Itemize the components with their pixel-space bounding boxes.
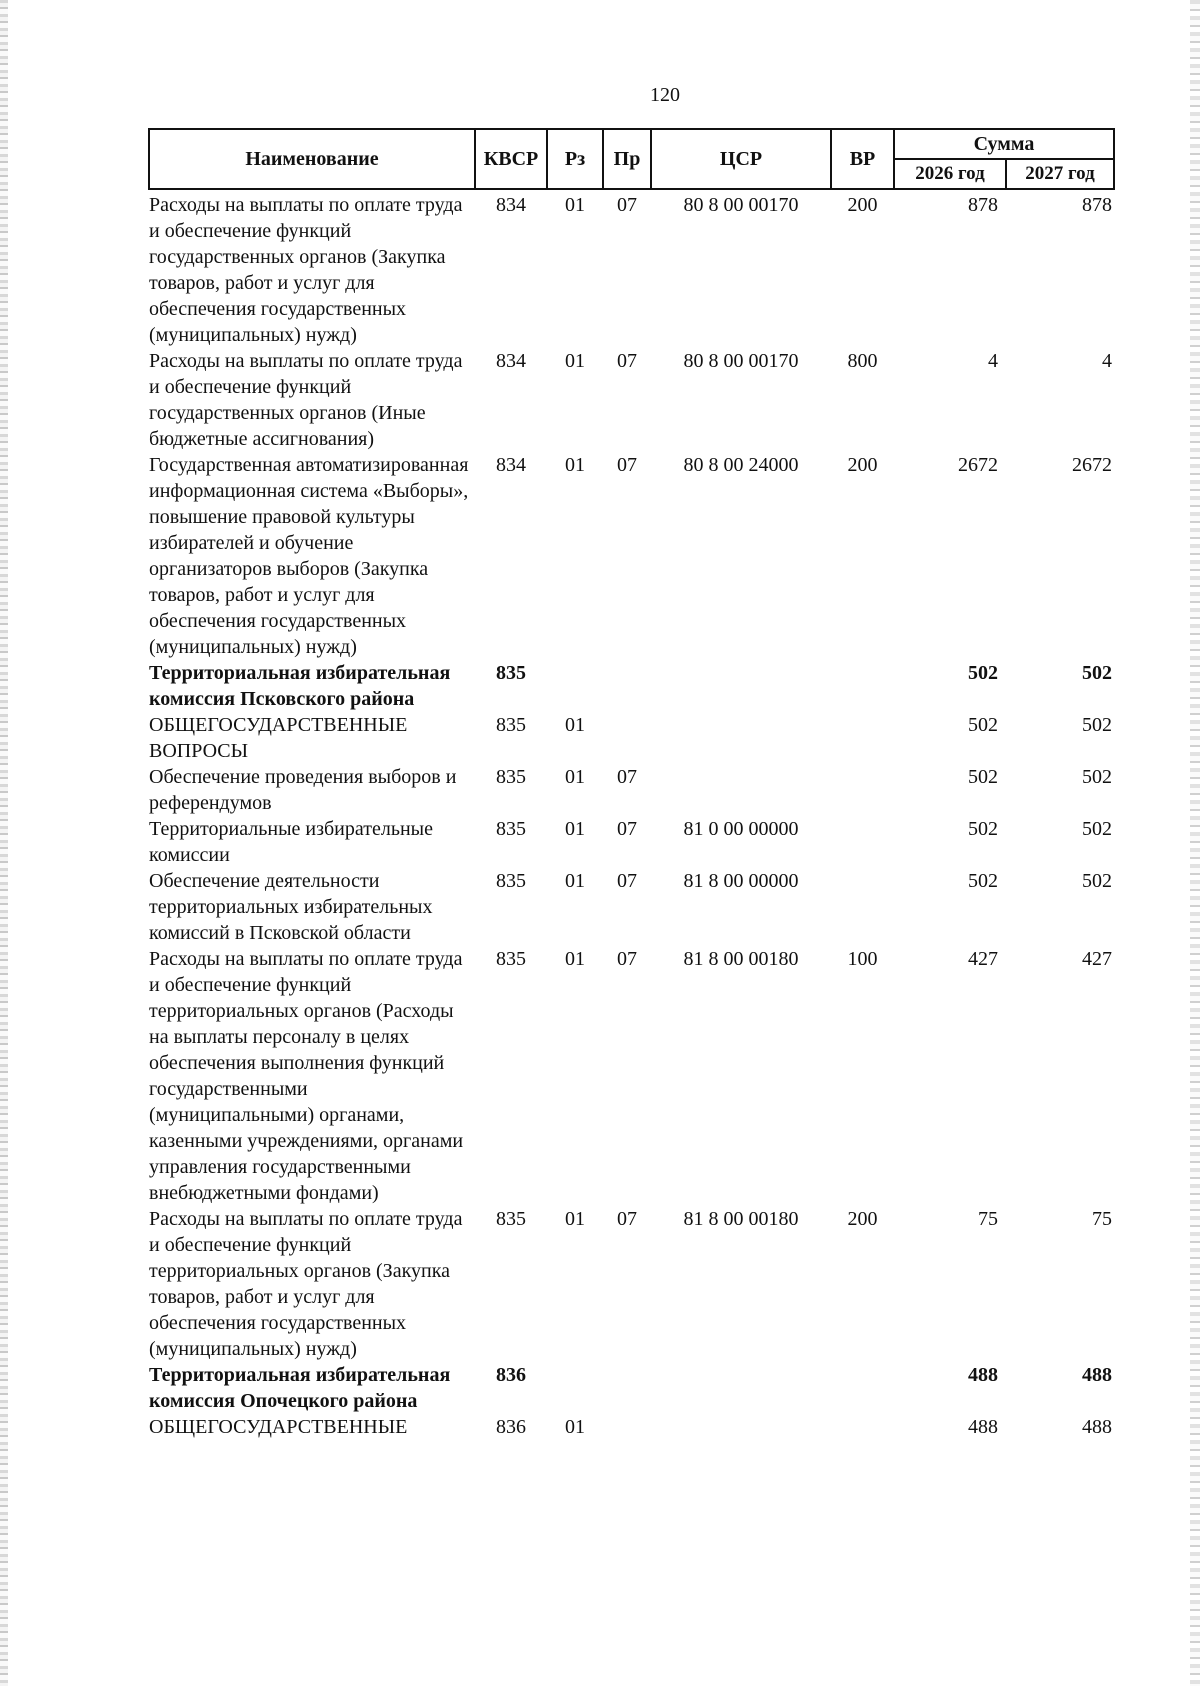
cell-sum-2027: 502 (1082, 818, 1113, 840)
cell-rz: 01 (565, 1416, 585, 1438)
cell-vr (831, 1414, 894, 1440)
cell-sum-2027: 502 (1082, 870, 1113, 892)
cell-csr (651, 764, 831, 816)
cell-sum-2026: 502 (968, 766, 998, 788)
header-kvsr: КВСР (475, 129, 547, 189)
cell-rz (547, 660, 603, 712)
cell-vr: 800 (847, 350, 878, 372)
cell-vr: 200 (847, 1208, 878, 1230)
cell-pr: 07 (617, 1208, 637, 1230)
cell-kvsr: 835 (496, 818, 526, 840)
cell-vr (831, 868, 894, 946)
header-name: Наименование (149, 129, 475, 189)
cell-kvsr: 835 (496, 662, 526, 684)
cell-sum-2027: 4 (1102, 350, 1113, 372)
table-row (149, 946, 1114, 1206)
cell-csr: 81 0 00 00000 (683, 818, 799, 840)
cell-sum-2026: 2672 (958, 454, 998, 476)
scan-edge-right (1190, 0, 1200, 1686)
cell-kvsr: 836 (496, 1364, 526, 1386)
table-row (149, 1414, 1114, 1440)
page-number: 120 (650, 84, 680, 106)
cell-csr (651, 660, 831, 712)
cell-pr (603, 712, 651, 764)
cell-rz: 01 (565, 454, 585, 476)
cell-pr: 07 (617, 818, 637, 840)
cell-rz: 01 (565, 766, 585, 788)
cell-kvsr: 835 (496, 714, 526, 736)
header-pr: Пр (603, 129, 651, 189)
table-row (149, 712, 1114, 764)
cell-csr: 81 8 00 00000 (683, 870, 799, 892)
cell-sum-2026: 75 (978, 1208, 998, 1230)
cell-name: ОБЩЕГОСУДАРСТВЕННЫЕ ВОПРОСЫ (149, 714, 408, 762)
table-row (149, 189, 1114, 348)
cell-name: ОБЩЕГОСУДАРСТВЕННЫЕ (149, 1416, 408, 1438)
cell-sum-2027: 75 (1092, 1208, 1113, 1230)
cell-rz: 01 (565, 818, 585, 840)
cell-vr (831, 764, 894, 816)
cell-pr (603, 1362, 651, 1414)
header-csr: ЦСР (651, 129, 831, 189)
cell-rz: 01 (565, 714, 585, 736)
cell-name: Расходы на выплаты по оплате труда и обеспечение функций государственных органов (Иные бюджетные ассигнования) (149, 350, 463, 450)
cell-sum-2027: 502 (1082, 662, 1113, 684)
table-row (149, 816, 1114, 868)
scan-edge-left (0, 0, 8, 1686)
cell-name: Государственная автоматизированная информационная система «Выборы», повышение правовой культуры избирателей и обучение организаторов выборов (Закупка товаров, работ и услуг для обеспечения государственных (муниципальных) нужд) (149, 454, 469, 658)
header-year-2027: 2027 год (1006, 159, 1114, 189)
cell-vr (831, 816, 894, 868)
cell-sum-2026: 502 (968, 662, 998, 684)
table-row (149, 1362, 1114, 1414)
table-row (149, 660, 1114, 712)
table-row (149, 348, 1114, 452)
cell-rz (547, 1362, 603, 1414)
cell-sum-2027: 502 (1082, 714, 1113, 736)
cell-pr: 07 (617, 350, 637, 372)
cell-kvsr: 835 (496, 766, 526, 788)
table-header (149, 129, 1114, 189)
cell-csr: 80 8 00 00170 (683, 194, 799, 216)
cell-sum-2026: 502 (968, 870, 998, 892)
table-row (149, 764, 1114, 816)
cell-sum-2026: 427 (968, 948, 998, 970)
cell-vr: 200 (847, 454, 878, 476)
header-year-2026: 2026 год (894, 159, 1006, 189)
cell-vr: 200 (847, 194, 878, 216)
cell-name: Расходы на выплаты по оплате труда и обеспечение функций территориальных органов (Расходы на выплаты персоналу в целях обеспечения выполнения функций государственными (муниципальными) органами, казенными учреждениями, органами управления государственными внебюджетными фондами) (149, 948, 464, 1204)
cell-vr (831, 660, 894, 712)
table-row (149, 1206, 1114, 1362)
cell-name: Территориальная избирательная комиссия Опочецкого района (149, 1364, 451, 1412)
cell-kvsr: 836 (496, 1416, 526, 1438)
budget-table (148, 128, 1115, 1440)
cell-kvsr: 834 (496, 350, 526, 372)
table-body (149, 189, 1114, 1440)
cell-rz: 01 (565, 870, 585, 892)
cell-vr (831, 712, 894, 764)
cell-sum-2027: 427 (1082, 948, 1113, 970)
cell-pr: 07 (617, 870, 637, 892)
cell-csr (651, 1414, 831, 1440)
cell-sum-2026: 4 (988, 350, 998, 372)
cell-sum-2026: 502 (968, 714, 998, 736)
cell-sum-2027: 488 (1082, 1416, 1113, 1438)
cell-sum-2026: 488 (968, 1364, 998, 1386)
cell-kvsr: 835 (496, 870, 526, 892)
cell-pr: 07 (617, 766, 637, 788)
cell-name: Расходы на выплаты по оплате труда и обеспечение функций территориальных органов (Закупка товаров, работ и услуг для обеспечения государственных (муниципальных) нужд) (149, 1208, 463, 1360)
cell-csr: 80 8 00 00170 (683, 350, 799, 372)
cell-sum-2026: 488 (968, 1416, 998, 1438)
cell-sum-2027: 488 (1082, 1364, 1113, 1386)
cell-vr (831, 1362, 894, 1414)
cell-rz: 01 (565, 948, 585, 970)
cell-name: Территориальные избирательные комиссии (149, 818, 433, 866)
cell-kvsr: 834 (496, 454, 526, 476)
header-sum: Сумма (894, 129, 1114, 159)
cell-csr (651, 712, 831, 764)
cell-csr: 81 8 00 00180 (683, 948, 799, 970)
cell-kvsr: 834 (496, 194, 526, 216)
cell-csr: 81 8 00 00180 (683, 1208, 799, 1230)
cell-pr (603, 1414, 651, 1440)
cell-pr: 07 (617, 454, 637, 476)
cell-kvsr: 835 (496, 1208, 526, 1230)
table-row (149, 452, 1114, 660)
cell-name: Обеспечение проведения выборов и референдумов (149, 766, 457, 814)
cell-pr (603, 660, 651, 712)
cell-name: Расходы на выплаты по оплате труда и обеспечение функций государственных органов (Закупка товаров, работ и услуг для обеспечения государственных (муниципальных) нужд) (149, 194, 463, 346)
cell-sum-2026: 878 (968, 194, 998, 216)
header-vr: ВР (831, 129, 894, 189)
cell-csr (651, 1362, 831, 1414)
cell-sum-2027: 502 (1082, 766, 1113, 788)
cell-rz: 01 (565, 350, 585, 372)
header-rz: Рз (547, 129, 603, 189)
cell-name: Территориальная избирательная комиссия Псковского района (149, 662, 451, 710)
cell-kvsr: 835 (496, 948, 526, 970)
cell-sum-2027: 878 (1082, 194, 1113, 216)
cell-name: Обеспечение деятельности территориальных избирательных комиссий в Псковской области (149, 870, 433, 944)
cell-csr: 80 8 00 24000 (683, 454, 799, 476)
cell-sum-2026: 502 (968, 818, 998, 840)
table-row (149, 868, 1114, 946)
cell-pr: 07 (617, 194, 637, 216)
cell-rz: 01 (565, 1208, 585, 1230)
cell-vr: 100 (847, 948, 878, 970)
cell-sum-2027: 2672 (1072, 454, 1113, 476)
cell-pr: 07 (617, 948, 637, 970)
cell-rz: 01 (565, 194, 585, 216)
